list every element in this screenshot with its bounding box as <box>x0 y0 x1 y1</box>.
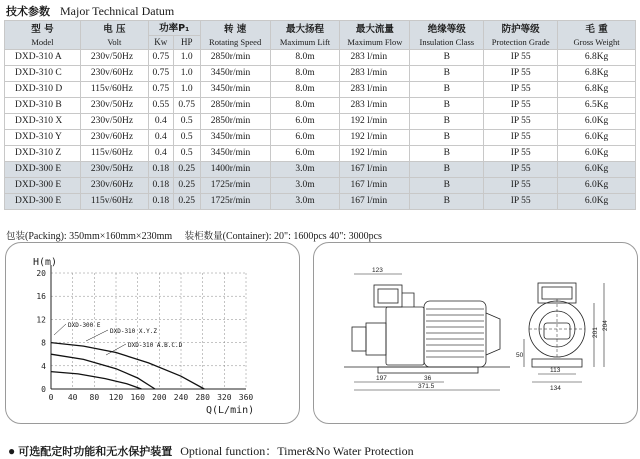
series-label: DXD-310 X.Y.Z <box>110 328 157 335</box>
cell-volt: 230v/60Hz <box>80 178 148 194</box>
cell-flow: 167 l/min <box>340 178 410 194</box>
cell-weight: 6.0Kg <box>558 162 636 178</box>
header-weight: 毛 重 Gross Weight <box>558 21 636 50</box>
cell-hp: 1.0 <box>173 82 200 98</box>
cell-weight: 6.5Kg <box>558 98 636 114</box>
header-protection: 防护等级 Protection Grade <box>484 21 558 50</box>
cell-speed: 3450r/min <box>200 82 270 98</box>
cell-protection: IP 55 <box>484 178 558 194</box>
packing-label-cn: 包装 <box>6 231 26 242</box>
y-tick-label: 4 <box>41 361 46 371</box>
cell-volt: 230v/50Hz <box>80 162 148 178</box>
front-base <box>532 359 582 367</box>
header-volt: 电 压 Volt <box>80 21 148 50</box>
cell-model: DXD-310 C <box>5 66 81 82</box>
cell-insulation: B <box>410 98 484 114</box>
cell-kw: 0.18 <box>148 178 173 194</box>
cell-flow: 167 l/min <box>340 162 410 178</box>
pump-base <box>378 367 478 373</box>
x-axis-title: Q(L/min) <box>206 405 255 416</box>
cell-insulation: B <box>410 130 484 146</box>
header-kw: Kw <box>148 36 173 50</box>
table-row <box>5 98 636 114</box>
cell-hp: 0.25 <box>173 162 200 178</box>
cell-lift: 3.0m <box>270 178 340 194</box>
cell-kw: 0.75 <box>148 66 173 82</box>
cell-kw: 0.4 <box>148 146 173 162</box>
cell-hp: 0.5 <box>173 146 200 162</box>
cell-hp: 0.5 <box>173 114 200 130</box>
spec-table <box>4 20 636 210</box>
cell-lift: 8.0m <box>270 50 340 66</box>
section-title <box>6 3 174 19</box>
cell-kw: 0.4 <box>148 130 173 146</box>
performance-chart <box>6 243 300 424</box>
cell-insulation: B <box>410 162 484 178</box>
series-label: DXD-300 E <box>68 322 101 329</box>
suction-flange <box>366 323 386 355</box>
dim-204: 204 <box>602 320 609 331</box>
cell-speed: 2850r/min <box>200 98 270 114</box>
cell-protection: IP 55 <box>484 114 558 130</box>
container-label-cn: 装柜数量 <box>184 231 223 242</box>
cell-weight: 6.0Kg <box>558 146 636 162</box>
table-row <box>5 194 636 210</box>
cell-insulation: B <box>410 50 484 66</box>
header-model: 型 号 Model <box>5 21 81 50</box>
cell-insulation: B <box>410 146 484 162</box>
optional-function-note <box>8 442 414 459</box>
cell-protection: IP 55 <box>484 130 558 146</box>
cell-protection: IP 55 <box>484 162 558 178</box>
dimension-drawing <box>314 243 638 424</box>
x-tick-label: 40 <box>67 393 78 402</box>
cell-lift: 6.0m <box>270 130 340 146</box>
cell-insulation: B <box>410 178 484 194</box>
cell-weight: 6.0Kg <box>558 194 636 210</box>
cell-weight: 6.8Kg <box>558 82 636 98</box>
cell-hp: 1.0 <box>173 50 200 66</box>
cell-volt: 230v/60Hz <box>80 130 148 146</box>
cell-lift: 8.0m <box>270 82 340 98</box>
cell-weight: 6.0Kg <box>558 114 636 130</box>
table-row <box>5 162 636 178</box>
cell-lift: 6.0m <box>270 114 340 130</box>
x-tick-label: 200 <box>152 393 167 402</box>
dim-36: 36 <box>424 375 432 382</box>
dim-371-5: 371.5 <box>418 383 435 390</box>
table-row <box>5 146 636 162</box>
x-tick-label: 120 <box>108 393 124 402</box>
title-cn: 技术参数 <box>6 5 50 18</box>
suction-port <box>352 327 366 351</box>
cell-protection: IP 55 <box>484 82 558 98</box>
cell-insulation: B <box>410 114 484 130</box>
table-row <box>5 114 636 130</box>
cell-speed: 2850r/min <box>200 50 270 66</box>
dim-123: 123 <box>372 267 383 274</box>
cable-stub <box>402 293 414 307</box>
cell-kw: 0.18 <box>148 194 173 210</box>
cell-weight: 6.0Kg <box>558 178 636 194</box>
cell-speed: 1725r/min <box>200 194 270 210</box>
x-tick-label: 320 <box>217 393 232 402</box>
x-tick-label: 280 <box>195 393 210 402</box>
series-leader-line <box>54 324 66 335</box>
cell-lift: 8.0m <box>270 66 340 82</box>
cell-model: DXD-310 A <box>5 50 81 66</box>
cell-speed: 3450r/min <box>200 146 270 162</box>
cell-volt: 230v/50Hz <box>80 50 148 66</box>
cell-model: DXD-300 E <box>5 162 81 178</box>
cell-speed: 1725r/min <box>200 178 270 194</box>
cell-model: DXD-310 X <box>5 114 81 130</box>
motor-end-cap <box>486 313 500 355</box>
x-tick-label: 80 <box>89 393 100 402</box>
cell-volt: 230v/50Hz <box>80 98 148 114</box>
packing-dimensions: (Packing): 350mm×160mm×230mm <box>25 231 173 242</box>
cell-model: DXD-310 Y <box>5 130 81 146</box>
cell-insulation: B <box>410 82 484 98</box>
cell-protection: IP 55 <box>484 194 558 210</box>
cell-speed: 3450r/min <box>200 66 270 82</box>
cell-flow: 283 l/min <box>340 66 410 82</box>
dim-50: 50 <box>516 352 524 359</box>
cell-flow: 192 l/min <box>340 114 410 130</box>
cell-protection: IP 55 <box>484 146 558 162</box>
cell-weight: 6.8Kg <box>558 50 636 66</box>
performance-chart-panel <box>5 242 300 424</box>
cell-flow: 283 l/min <box>340 98 410 114</box>
y-tick-label: 20 <box>36 269 46 278</box>
front-junction-inner <box>542 287 572 299</box>
table-row <box>5 178 636 194</box>
cell-kw: 0.18 <box>148 162 173 178</box>
pump-housing <box>386 307 424 365</box>
header-speed: 转 速 Rotating Speed <box>200 21 270 50</box>
y-axis-title: H(m) <box>33 257 58 268</box>
bullet: ● <box>8 444 16 458</box>
x-tick-label: 240 <box>173 393 189 402</box>
header-lift: 最大扬程 Maximum Lift <box>270 21 340 50</box>
table-row <box>5 82 636 98</box>
cell-volt: 115v/60Hz <box>80 194 148 210</box>
cell-speed: 2850r/min <box>200 114 270 130</box>
cell-model: DXD-310 Z <box>5 146 81 162</box>
x-tick-label: 360 <box>238 393 254 402</box>
cell-lift: 8.0m <box>270 98 340 114</box>
cell-model: DXD-310 B <box>5 98 81 114</box>
cell-speed: 1400r/min <box>200 162 270 178</box>
footer-cn: 可选配定时功能和无水保护装置 <box>18 445 173 458</box>
cell-flow: 283 l/min <box>340 82 410 98</box>
cell-volt: 115v/60Hz <box>80 82 148 98</box>
y-tick-label: 12 <box>36 315 46 325</box>
cell-model: DXD-300 E <box>5 194 81 210</box>
cell-weight: 6.8Kg <box>558 66 636 82</box>
cell-kw: 0.55 <box>148 98 173 114</box>
packing-info <box>6 228 382 242</box>
cell-protection: IP 55 <box>484 50 558 66</box>
dimension-drawing-panel <box>313 242 638 424</box>
cell-flow: 167 l/min <box>340 194 410 210</box>
x-tick-label: 0 <box>48 393 54 402</box>
header-hp: HP <box>173 36 200 50</box>
table-row <box>5 50 636 66</box>
junction-box-inner <box>378 289 398 303</box>
cell-volt: 115v/60Hz <box>80 146 148 162</box>
cell-hp: 0.75 <box>173 98 200 114</box>
cell-lift: 6.0m <box>270 146 340 162</box>
cell-speed: 3450r/min <box>200 130 270 146</box>
dim-197: 197 <box>376 375 387 382</box>
cell-protection: IP 55 <box>484 66 558 82</box>
cell-insulation: B <box>410 66 484 82</box>
x-tick-label: 160 <box>130 393 145 402</box>
cell-lift: 3.0m <box>270 194 340 210</box>
cell-kw: 0.75 <box>148 82 173 98</box>
cell-flow: 192 l/min <box>340 130 410 146</box>
series-leader-line <box>86 330 108 341</box>
cell-insulation: B <box>410 194 484 210</box>
cell-volt: 230v/60Hz <box>80 66 148 82</box>
cell-flow: 192 l/min <box>340 146 410 162</box>
header-insulation: 绝缘等级 Insulation Class <box>410 21 484 50</box>
y-tick-label: 0 <box>41 385 46 394</box>
cell-hp: 0.5 <box>173 130 200 146</box>
container-quantities: (Container): 20": 1600pcs 40": 3000pcs <box>222 231 382 242</box>
footer-en: Optional function：Timer&No Water Protection <box>180 444 414 458</box>
cell-hp: 1.0 <box>173 66 200 82</box>
cell-volt: 230v/50Hz <box>80 114 148 130</box>
cell-model: DXD-300 E <box>5 178 81 194</box>
cell-lift: 3.0m <box>270 162 340 178</box>
series-label: DXD-310 A.B.C.D <box>128 342 183 349</box>
header-power: 功率P₁ <box>148 21 200 36</box>
y-tick-label: 16 <box>36 292 46 302</box>
cell-kw: 0.75 <box>148 50 173 66</box>
table-row <box>5 66 636 82</box>
cell-weight: 6.0Kg <box>558 130 636 146</box>
y-tick-label: 8 <box>41 338 46 348</box>
cell-kw: 0.4 <box>148 114 173 130</box>
title-en: Major Technical Datum <box>60 4 175 18</box>
dim-201: 201 <box>592 327 599 338</box>
dim-113: 113 <box>550 367 561 374</box>
pump-front-view <box>516 283 609 392</box>
header-flow: 最大流量 Maximum Flow <box>340 21 410 50</box>
dim-134: 134 <box>550 385 561 392</box>
motor-fins <box>426 309 484 357</box>
cell-hp: 0.25 <box>173 194 200 210</box>
cell-hp: 0.25 <box>173 178 200 194</box>
table-row <box>5 130 636 146</box>
cell-model: DXD-310 D <box>5 82 81 98</box>
cell-protection: IP 55 <box>484 98 558 114</box>
pump-side-view <box>344 267 510 390</box>
spec-table-body <box>5 50 636 210</box>
cell-flow: 283 l/min <box>340 50 410 66</box>
